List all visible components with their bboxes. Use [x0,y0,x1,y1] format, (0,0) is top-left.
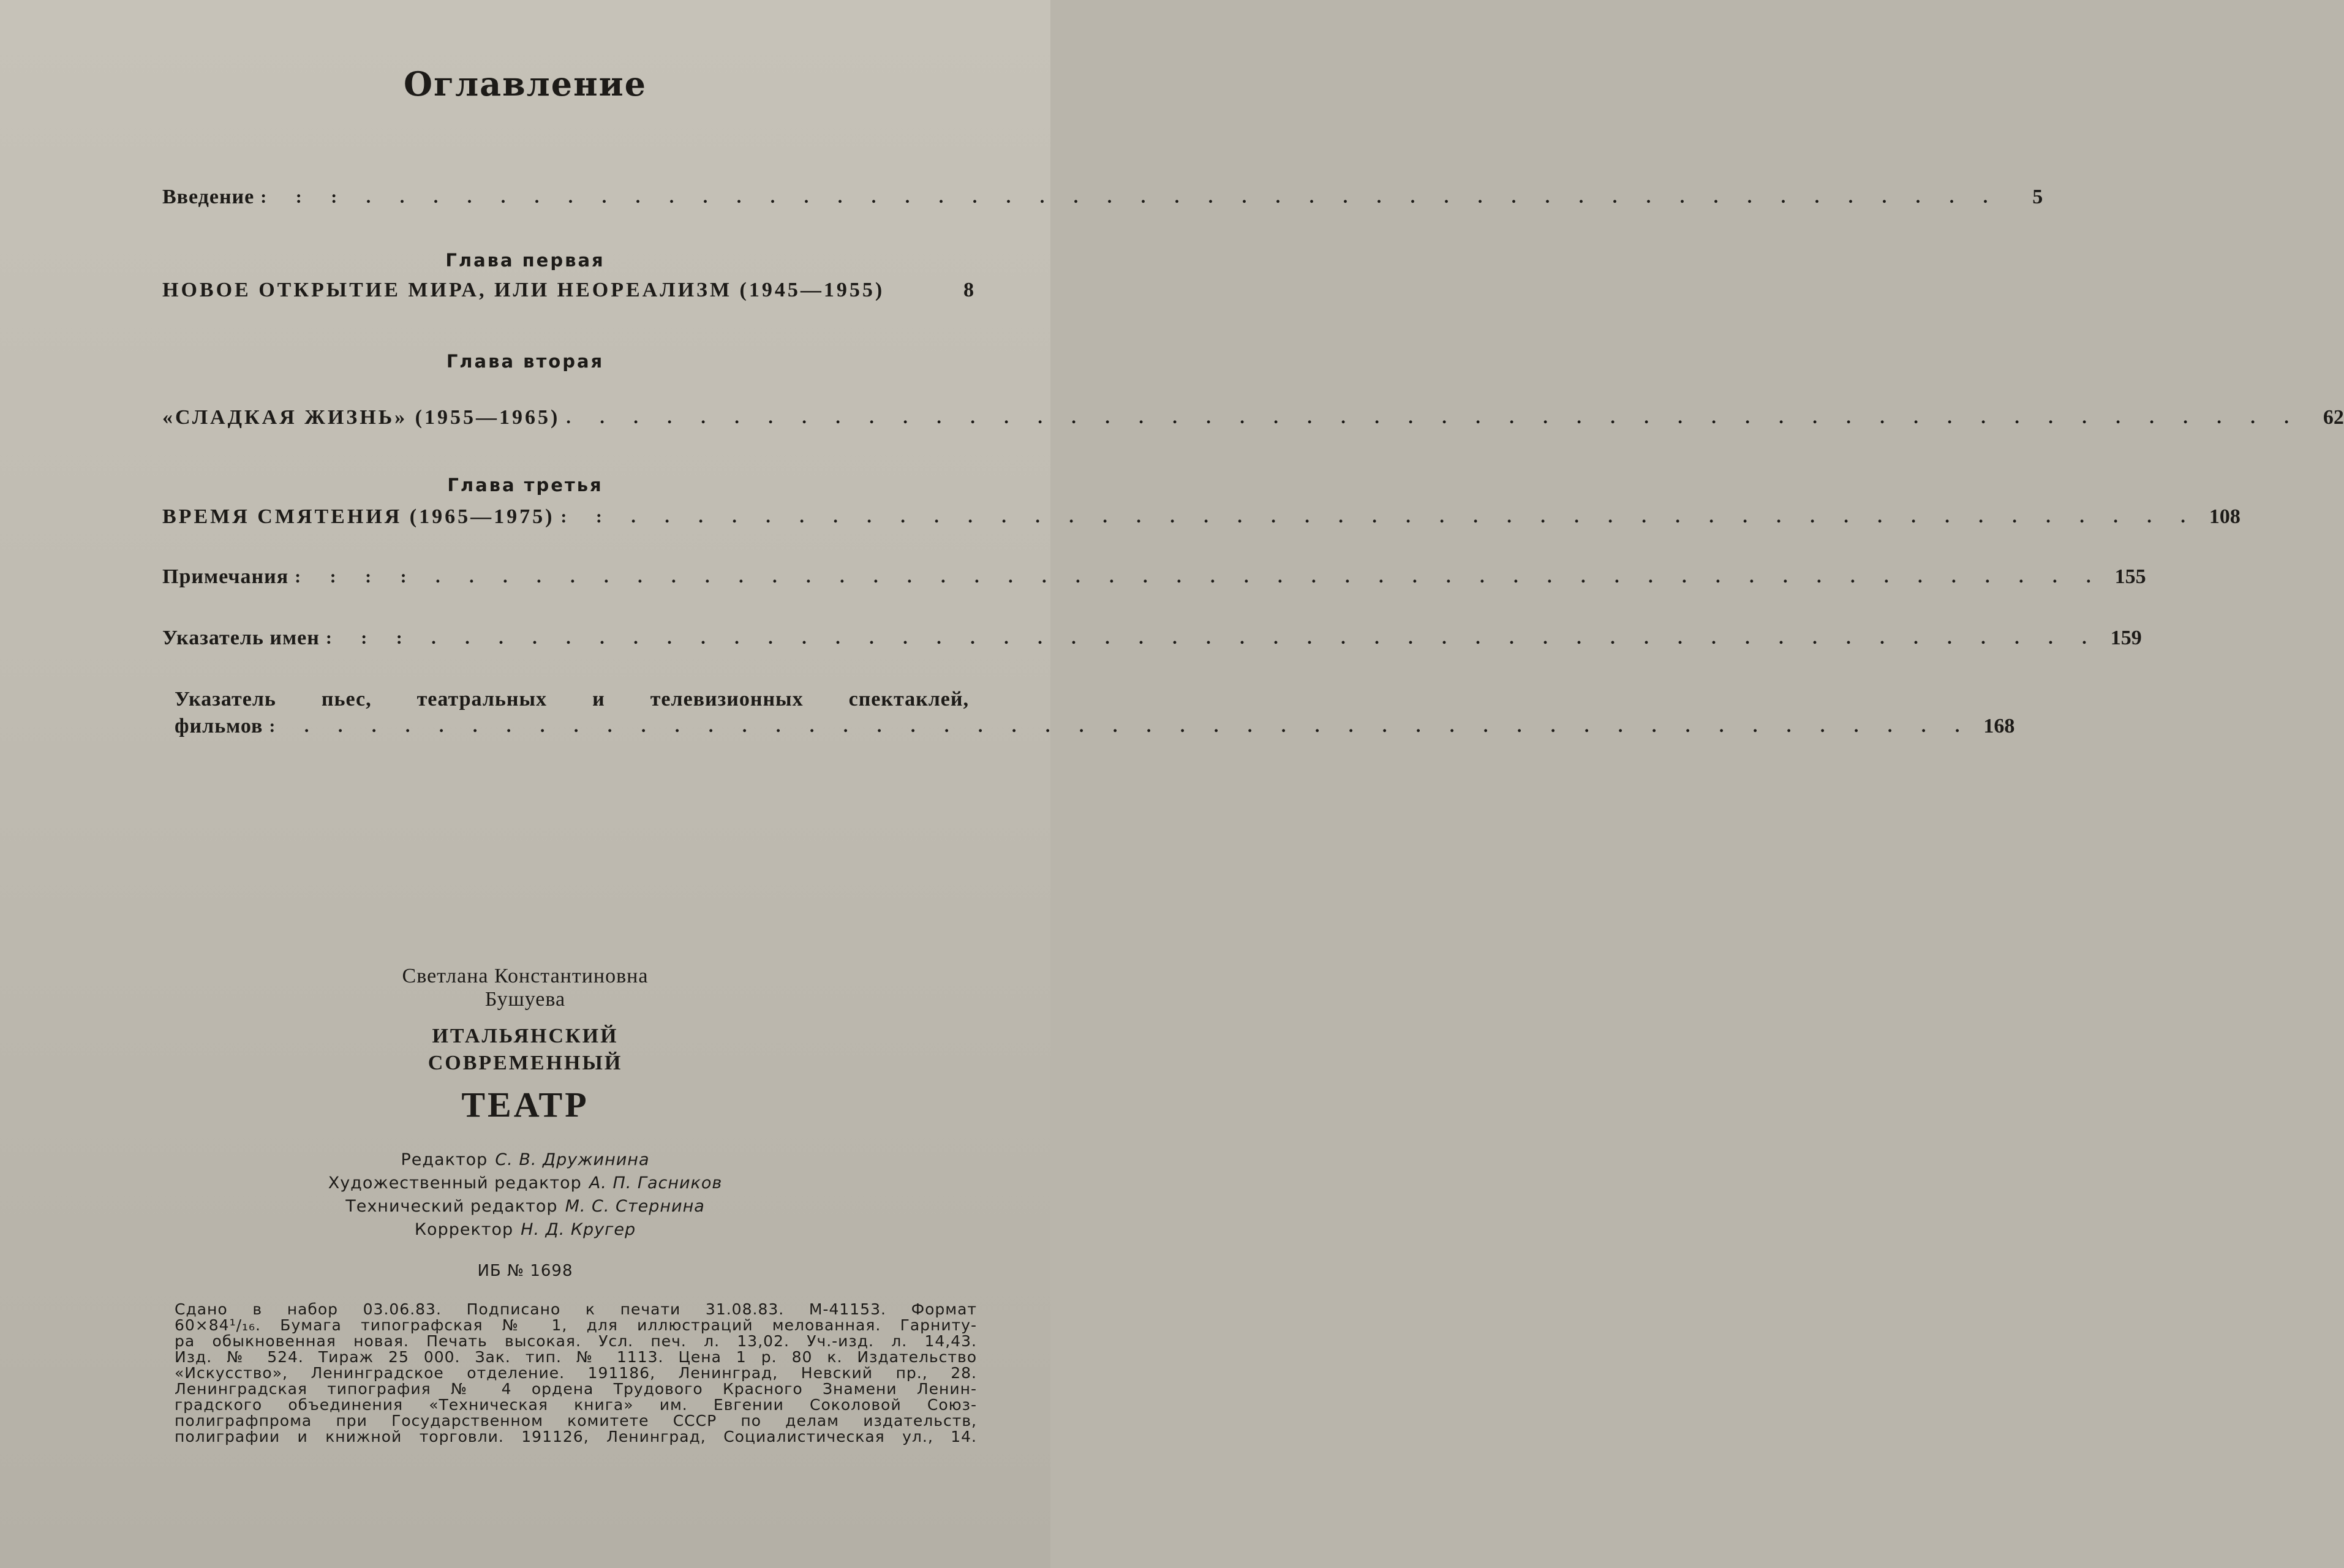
toc-word: театральных [416,688,548,710]
toc-entry-title: фильмов [175,715,263,737]
toc-entry-title-line1 [175,686,974,713]
toc-dot-leader: . . . . . . . . . . . . . . . . . . . . . . . . . . . . . . . . . . . . . . . . . . . . . . . . . . . . [566,407,2301,428]
author-surname: Бушуева [484,988,566,1011]
toc-heading: Оглавление [403,64,647,104]
colophon-line: Ленинградская типография № 4 ордена Трудового Красного Знамени Ленин- [175,1380,977,1398]
toc-entry-chapter-3 [162,503,2240,530]
book-title [0,1023,1050,1077]
toc-word: и [592,688,605,710]
credit-role: Редактор [401,1150,488,1169]
credit-role: Технический редактор [345,1197,558,1216]
colophon-line: полиграфпрома при Государственном комитете СССР по делам издательств, [175,1412,977,1430]
credit-role: Художественный редактор [328,1174,582,1193]
ib-number: ИБ № 1698 [477,1262,573,1280]
toc-dot-leader: : : : . . . . . . . . . . . . . . . . . . . . . . . . . . . . . . . . . . . . . . . . . . . . . . . . . [260,187,2000,207]
toc-leader-colons: : : : [325,628,415,648]
credit-technical-editor [0,1195,1050,1218]
toc-entry-title: НОВОЕ ОТКРЫТИЕ МИРА, ИЛИ НЕОРЕАЛИЗМ (1945—1955) [162,279,885,301]
colophon-line: 60×84¹/₁₆. Бумага типографская № 1, для иллюстраций мелованная. Гарниту- [175,1316,977,1334]
colophon-line: полиграфии и книжной торговли. 191126, Ленинград, Социалистическая ул., 14. [175,1428,977,1446]
colophon-line: ра обыкновенная новая. Печать высокая. Усл. печ. л. 13,02. Уч.-изд. л. 14,43. [175,1332,977,1350]
toc-entry-title: Введение [162,186,255,208]
credit-art-editor [0,1172,1050,1195]
toc-dot-leader: : : : . . . . . . . . . . . . . . . . . . . . . . . . . . . . . . . . . . . . . . . . . . . . . . . . . . [325,628,2099,648]
toc-entry-notes [162,564,2146,590]
toc-leader-colons: : : : [260,187,350,207]
toc-entry-title-line2 [175,713,2015,740]
toc-entry-title: ВРЕМЯ СМЯТЕНИЯ (1965—1975) [162,505,555,528]
toc-entry-title: «СЛАДКАЯ ЖИЗНЬ» (1955—1965) [162,406,560,429]
toc-entry-title: Примечания [162,565,289,588]
credit-role: Корректор [414,1220,514,1239]
toc-page-number: 62 [2323,406,2344,429]
colophon [175,1302,977,1445]
book-title-line2: СОВРЕМЕННЫЙ [428,1052,623,1074]
toc-page-number: 108 [2209,505,2240,528]
toc-page-number: 5 [2032,186,2043,208]
credit-name: С. В. Дружинина [495,1150,650,1169]
credit-name: А. П. Гасников [589,1174,723,1193]
toc-leader-colons: : : : : [295,567,419,587]
toc-dot-leader: : : : : . . . . . . . . . . . . . . . . . . . . . . . . . . . . . . . . . . . . . . . . . . . . . . . . . . [295,567,2103,587]
toc-dot-leader: : : . . . . . . . . . . . . . . . . . . . . . . . . . . . . . . . . . . . . . . . . . . . . . . . [560,507,2198,527]
toc-page-number: 155 [2114,565,2146,588]
colophon-line: «Искусство», Ленинградское отделение. 191186, Ленинград, Невский пр., 28. [175,1364,977,1382]
credit-editor [0,1148,1050,1172]
chapter-label-3: Глава третья [447,475,603,496]
colophon-line: Сдано в набор 03.06.83. Подписано к печати 31.08.83. М-41153. Формат [175,1300,977,1318]
credit-proofreader [0,1218,1050,1242]
toc-dot-leader: : . . . . . . . . . . . . . . . . . . . . . . . . . . . . . . . . . . . . . . . . . . . . . . . . . . [269,716,1972,736]
toc-word: пьес, [321,688,372,710]
author-first-names: Светлана Константиновна [402,965,649,987]
toc-page-number: 8 [963,279,974,301]
toc-entry-plays-index [175,686,2015,740]
toc-entry-chapter-2 [162,404,2344,431]
chapter-label-2: Глава вторая [446,351,605,372]
credits-block [0,1148,1050,1242]
toc-entry-chapter-1 [162,277,974,304]
author-name [0,965,1050,1011]
toc-entry-name-index [162,625,2142,652]
book-title-line3: ТЕАТР [461,1085,589,1125]
toc-word: спектаклей, [848,688,969,710]
colophon-line: градского объединения «Техническая книга» им. Евгении Соколовой Союз- [175,1396,977,1414]
toc-entry-intro [162,184,2043,211]
colophon-line: Изд. № 524. Тираж 25 000. Зак. тип. № 1113. Цена 1 р. 80 к. Издательство [175,1348,977,1366]
toc-page-number: 159 [2110,627,2142,649]
chapter-label-1: Глава первая [445,250,605,271]
toc-leader-colons: : [269,716,288,736]
toc-word: Указатель [175,688,276,710]
toc-page-number: 168 [1983,715,2015,737]
toc-entry-title: Указатель имен [162,627,320,649]
toc-leader-colons: : : [560,507,614,527]
book-title-line1: ИТАЛЬЯНСКИЙ [432,1025,619,1047]
toc-word: телевизионных [650,688,804,710]
credit-name: М. С. Стернина [565,1197,705,1216]
credit-name: Н. Д. Кругер [521,1220,636,1239]
